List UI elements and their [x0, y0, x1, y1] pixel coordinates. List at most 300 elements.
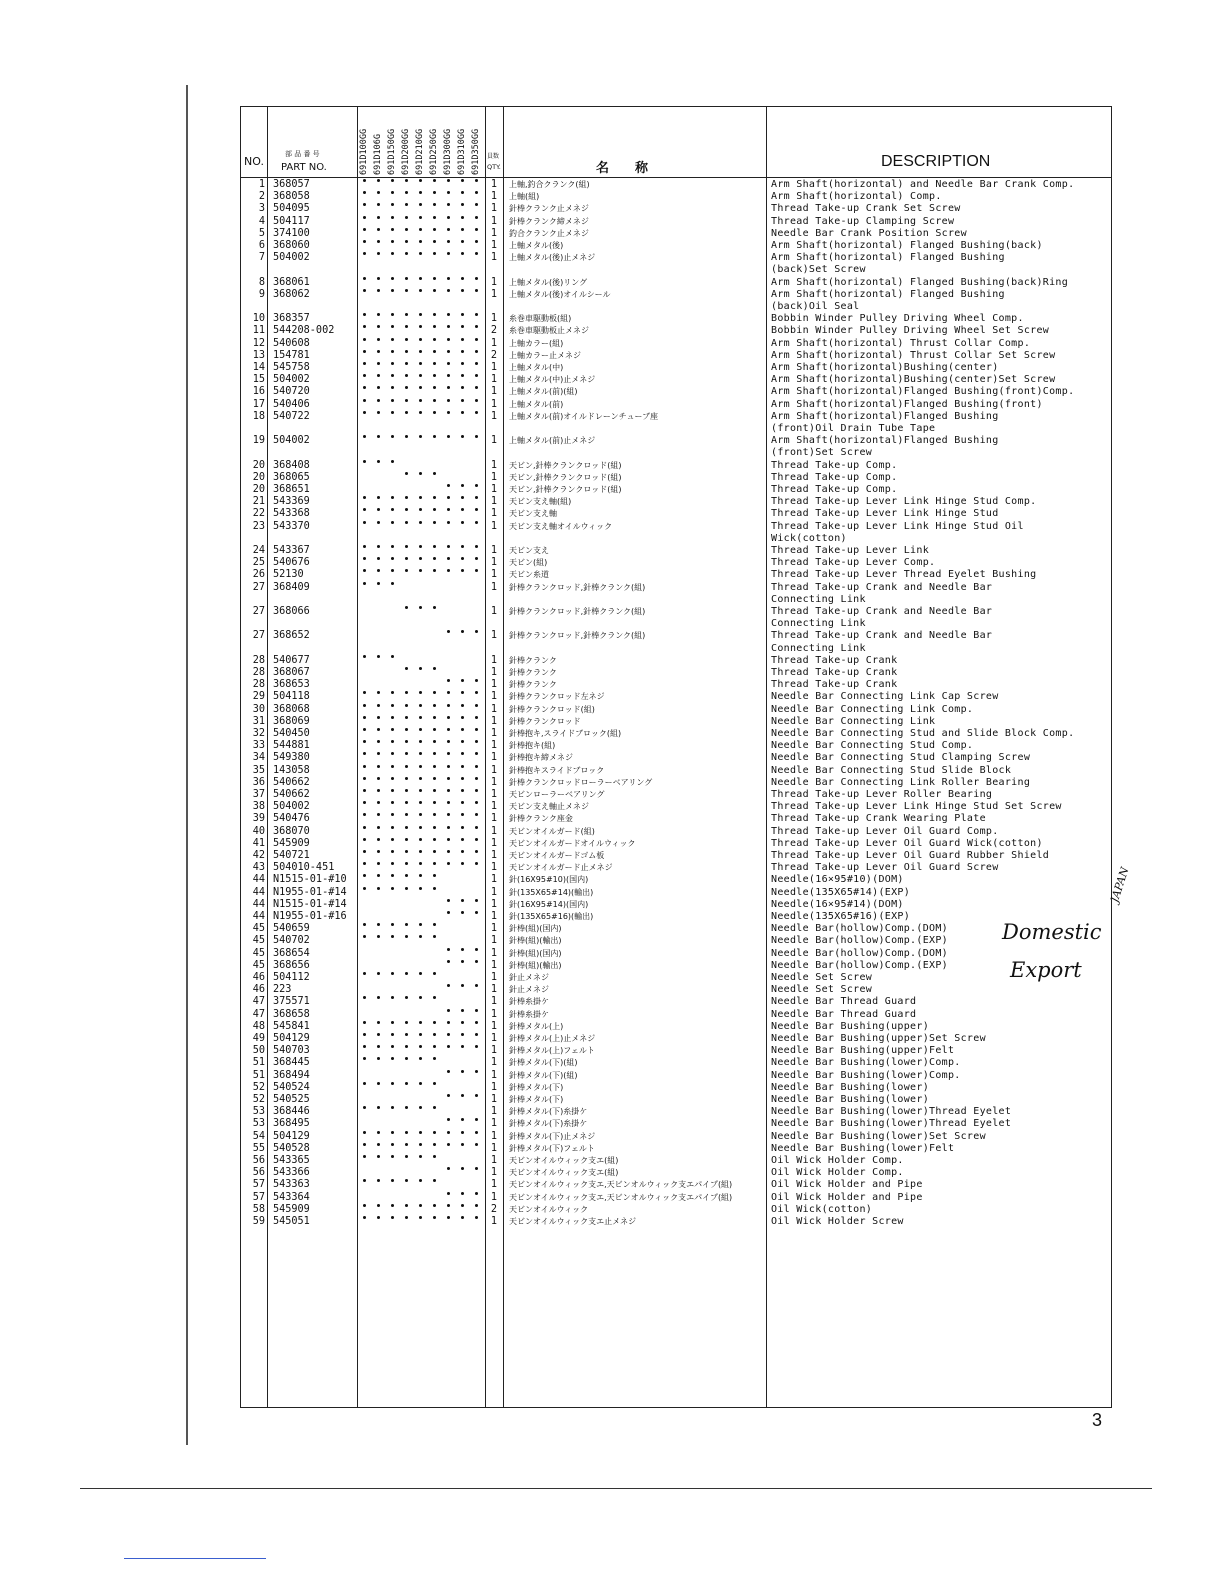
row-no: 9: [258, 288, 265, 300]
description: Thread Take-up Crank and Needle Bar: [771, 581, 993, 593]
table-row: [241, 1082, 1111, 1094]
description: Needle Bar Bushing(upper): [771, 1020, 930, 1032]
model-applicable-dot: [363, 789, 366, 792]
table-row: [241, 203, 1111, 215]
model-applicable-dot: [363, 1082, 366, 1085]
model-applicable-dot: [419, 704, 422, 707]
model-applicable-dot: [377, 1155, 380, 1158]
model-header: 691D310GG: [457, 128, 467, 175]
quantity: 1: [490, 362, 498, 373]
model-applicable-dot: [433, 252, 436, 255]
part-number: 368057: [273, 179, 310, 190]
part-number: 543370: [273, 520, 310, 532]
row-no: 42: [252, 850, 265, 861]
header-part-jp: 部 品 番 号: [285, 150, 320, 158]
quantity: 1: [490, 215, 498, 227]
model-applicable-dot: [377, 1021, 380, 1024]
row-no: 28: [252, 654, 265, 666]
table-row-continuation: [241, 264, 1111, 276]
row-no: 5: [258, 227, 265, 239]
model-applicable-dot: [433, 325, 436, 328]
model-applicable-dot: [461, 1070, 464, 1073]
model-applicable-dot: [377, 716, 380, 719]
table-row: [241, 813, 1111, 825]
row-no: 47: [252, 1008, 265, 1020]
quantity: 1: [490, 398, 498, 410]
model-applicable-dot: [419, 277, 422, 280]
model-applicable-dot: [475, 289, 478, 292]
row-no: 14: [252, 362, 265, 373]
model-applicable-dot: [363, 1204, 366, 1207]
model-applicable-dot: [461, 374, 464, 377]
part-number: 504002: [273, 435, 310, 447]
model-applicable-dot: [405, 1143, 408, 1146]
model-applicable-dot: [447, 179, 450, 182]
model-applicable-dot: [419, 386, 422, 389]
name-jp: 天ビンオイルウィック支エ止メネジ: [509, 1217, 637, 1226]
model-applicable-dot: [475, 521, 478, 524]
model-applicable-dot: [405, 203, 408, 206]
model-applicable-dot: [363, 850, 366, 853]
model-applicable-dot: [363, 252, 366, 255]
part-number: 368068: [273, 703, 310, 715]
model-applicable-dot: [433, 1082, 436, 1085]
table-row: [241, 691, 1111, 703]
row-no: 45: [252, 935, 265, 947]
table-row: [241, 704, 1111, 716]
quantity: 1: [490, 667, 498, 678]
model-applicable-dot: [461, 716, 464, 719]
quantity: 1: [490, 557, 498, 569]
model-applicable-dot: [461, 826, 464, 829]
model-applicable-dot: [461, 850, 464, 853]
model-applicable-dot: [447, 1167, 450, 1170]
model-applicable-dot: [447, 508, 450, 511]
model-applicable-dot: [377, 277, 380, 280]
model-applicable-dot: [377, 740, 380, 743]
model-applicable-dot: [475, 1094, 478, 1097]
row-no: 35: [252, 764, 265, 776]
model-applicable-dot: [433, 362, 436, 365]
model-applicable-dot: [377, 545, 380, 548]
model-applicable-dot: [363, 386, 366, 389]
model-applicable-dot: [405, 826, 408, 829]
model-applicable-dot: [405, 216, 408, 219]
model-applicable-dot: [363, 191, 366, 194]
row-no: 6: [258, 240, 265, 251]
model-applicable-dot: [447, 216, 450, 219]
model-applicable-dot: [419, 325, 422, 328]
model-applicable-dot: [433, 191, 436, 194]
model-applicable-dot: [405, 704, 408, 707]
model-applicable-dot: [405, 313, 408, 316]
part-number: 504002: [273, 801, 310, 813]
part-number: 540525: [273, 1094, 310, 1105]
model-applicable-dot: [419, 252, 422, 255]
row-no: 27: [252, 606, 265, 617]
quantity: 1: [490, 654, 498, 666]
row-no: 57: [252, 1191, 265, 1203]
model-applicable-dot: [377, 191, 380, 194]
scan-bottom-edge: [80, 1488, 1152, 1489]
model-applicable-dot: [419, 411, 422, 414]
part-number: 504002: [273, 374, 310, 386]
model-applicable-dot: [419, 1057, 422, 1060]
row-no: 41: [252, 837, 265, 849]
header-no: NO.: [244, 155, 264, 168]
name-jp: 天ビン支え軸(組): [509, 497, 572, 507]
model-applicable-dot: [405, 667, 408, 670]
model-applicable-dot: [405, 740, 408, 743]
model-applicable-dot: [363, 325, 366, 328]
table-row: [241, 1204, 1111, 1216]
model-applicable-dot: [475, 1192, 478, 1195]
name-jp: 天ビンオイルガード止メネジ: [509, 863, 613, 873]
part-number: 545909: [273, 837, 310, 849]
model-applicable-dot: [419, 1106, 422, 1109]
part-number: 540450: [273, 728, 310, 739]
model-applicable-dot: [391, 777, 394, 780]
description: Thread Take-up Lever Link: [771, 545, 930, 556]
model-applicable-dot: [391, 411, 394, 414]
quantity: 1: [490, 959, 498, 971]
quantity: 1: [490, 227, 498, 239]
model-applicable-dot: [461, 496, 464, 499]
table-row: [241, 777, 1111, 789]
model-applicable-dot: [391, 728, 394, 731]
row-no: 33: [252, 740, 265, 752]
model-applicable-dot: [391, 691, 394, 694]
table-row: [241, 252, 1111, 264]
model-applicable-dot: [461, 862, 464, 865]
row-no: 56: [252, 1155, 265, 1166]
description: Thread Take-up Lever Link Hinge Stud Set Screw: [771, 801, 1062, 813]
description: Needle(16×95#10)(DOM): [771, 874, 904, 886]
part-number: 368070: [273, 825, 310, 837]
model-applicable-dot: [447, 521, 450, 524]
model-applicable-dot: [363, 887, 366, 890]
description: Arm Shaft(horizontal) Flanged Bushing: [771, 288, 1005, 300]
quantity: 1: [490, 947, 498, 959]
table-row-continuation: [241, 533, 1111, 545]
model-applicable-dot: [475, 862, 478, 865]
model-applicable-dot: [391, 1021, 394, 1024]
name-jp: 針棒メタル(下)(組): [509, 1058, 578, 1068]
quantity: 1: [490, 886, 498, 898]
model-applicable-dot: [391, 887, 394, 890]
quantity: 1: [490, 825, 498, 837]
model-applicable-dot: [447, 630, 450, 633]
table-row: [241, 1216, 1111, 1228]
model-applicable-dot: [405, 1155, 408, 1158]
quantity: 1: [490, 813, 498, 825]
row-no: 20: [252, 471, 265, 483]
model-applicable-dot: [461, 1216, 464, 1219]
row-no: 37: [252, 789, 265, 800]
part-number: 368067: [273, 667, 310, 678]
model-applicable-dot: [363, 1179, 366, 1182]
description: Needle Bar Connecting Link: [771, 715, 936, 727]
quantity: 1: [490, 850, 498, 861]
model-applicable-dot: [461, 277, 464, 280]
description: Thread Take-up Crank Wearing Plate: [771, 813, 986, 825]
model-applicable-dot: [363, 838, 366, 841]
model-applicable-dot: [433, 874, 436, 877]
row-no: 45: [252, 947, 265, 959]
model-applicable-dot: [433, 789, 436, 792]
description: Needle Bar Bushing(lower): [771, 1094, 930, 1105]
model-applicable-dot: [461, 386, 464, 389]
model-applicable-dot: [433, 850, 436, 853]
model-applicable-dot: [363, 740, 366, 743]
table-row: [241, 1143, 1111, 1155]
quantity: 1: [490, 935, 498, 947]
page-number: 3: [1092, 1410, 1103, 1430]
model-applicable-dot: [363, 752, 366, 755]
quantity: 1: [490, 1094, 498, 1105]
model-applicable-dot: [391, 972, 394, 975]
name-jp: 針棒メタル(下)糸掛ケ: [509, 1119, 588, 1129]
model-applicable-dot: [363, 216, 366, 219]
part-number: 368409: [273, 581, 310, 593]
model-applicable-dot: [419, 1082, 422, 1085]
model-applicable-dot: [433, 1045, 436, 1048]
part-number: 545841: [273, 1020, 310, 1032]
model-applicable-dot: [419, 691, 422, 694]
table-row: [241, 240, 1111, 252]
quantity: 1: [490, 1045, 498, 1057]
name-jp: 針棒クランク: [509, 680, 557, 690]
model-applicable-dot: [461, 691, 464, 694]
model-applicable-dot: [377, 252, 380, 255]
quantity: 1: [490, 569, 498, 581]
name-jp: 針棒メタル(下)(組): [509, 1070, 578, 1080]
model-applicable-dot: [391, 1216, 394, 1219]
model-applicable-dot: [405, 1204, 408, 1207]
model-applicable-dot: [447, 1070, 450, 1073]
quantity: 1: [490, 996, 498, 1008]
model-applicable-dot: [405, 813, 408, 816]
model-applicable-dot: [419, 313, 422, 316]
description: Thread Take-up Lever Link Hinge Stud Oil: [771, 520, 1024, 532]
model-applicable-dot: [447, 1009, 450, 1012]
model-applicable-dot: [419, 923, 422, 926]
name-jp: 上軸カラー(組): [509, 338, 564, 348]
model-applicable-dot: [475, 1143, 478, 1146]
model-applicable-dot: [377, 850, 380, 853]
model-applicable-dot: [377, 1143, 380, 1146]
model-applicable-dot: [363, 691, 366, 694]
row-no: 49: [252, 1033, 265, 1044]
model-applicable-dot: [433, 521, 436, 524]
model-applicable-dot: [377, 289, 380, 292]
description: Arm Shaft(horizontal) Flanged Bushing(back)Ring: [771, 276, 1069, 288]
table-row: [241, 1021, 1111, 1033]
model-applicable-dot: [363, 655, 366, 658]
description: Arm Shaft(horizontal) Thrust Collar Set Screw: [771, 349, 1056, 361]
model-applicable-dot: [475, 850, 478, 853]
quantity: 1: [490, 1118, 498, 1130]
model-applicable-dot: [461, 1045, 464, 1048]
model-applicable-dot: [461, 777, 464, 780]
model-applicable-dot: [419, 935, 422, 938]
model-applicable-dot: [377, 1033, 380, 1036]
model-applicable-dot: [475, 765, 478, 768]
row-no: 44: [252, 874, 265, 886]
model-applicable-dot: [433, 1057, 436, 1060]
model-applicable-dot: [363, 338, 366, 341]
table-row-continuation: [241, 618, 1111, 630]
model-applicable-dot: [419, 765, 422, 768]
model-applicable-dot: [433, 1155, 436, 1158]
model-applicable-dot: [391, 813, 394, 816]
row-no: 24: [252, 545, 265, 556]
model-applicable-dot: [405, 179, 408, 182]
model-applicable-dot: [433, 1204, 436, 1207]
model-applicable-dot: [419, 1021, 422, 1024]
description: Needle Bar Connecting Link Roller Bearing: [771, 776, 1031, 788]
description: Oil Wick Holder and Pipe: [771, 1191, 923, 1203]
model-applicable-dot: [447, 313, 450, 316]
part-number: 368658: [273, 1008, 310, 1020]
model-applicable-dot: [447, 838, 450, 841]
row-no: 21: [252, 496, 265, 508]
table-row: [241, 826, 1111, 838]
name-jp: 天ビン,針棒クランクロッド(組): [509, 472, 622, 482]
description: Arm Shaft(horizontal) Thrust Collar Comp.: [771, 337, 1031, 349]
quantity: 1: [490, 203, 498, 215]
model-applicable-dot: [461, 228, 464, 231]
name-jp: 針棒メタル(下): [509, 1095, 564, 1104]
description: Needle Bar Connecting Link Cap Screw: [771, 691, 999, 703]
model-applicable-dot: [377, 325, 380, 328]
model-applicable-dot: [475, 411, 478, 414]
row-no: 19: [252, 435, 265, 447]
model-applicable-dot: [363, 801, 366, 804]
model-applicable-dot: [391, 350, 394, 353]
model-applicable-dot: [391, 1106, 394, 1109]
table-row: [241, 630, 1111, 642]
model-applicable-dot: [461, 350, 464, 353]
model-applicable-dot: [447, 899, 450, 902]
quantity: 1: [490, 386, 498, 398]
model-applicable-dot: [377, 386, 380, 389]
model-applicable-dot: [405, 1057, 408, 1060]
name-jp: 針棒クランクロッド: [509, 716, 581, 726]
model-applicable-dot: [475, 1033, 478, 1036]
model-applicable-dot: [433, 1179, 436, 1182]
row-no: 54: [252, 1130, 265, 1142]
part-number: 540662: [273, 789, 310, 800]
model-applicable-dot: [461, 752, 464, 755]
model-applicable-dot: [461, 191, 464, 194]
model-applicable-dot: [391, 752, 394, 755]
name-jp: 天ビン,針棒クランクロッド(組): [509, 485, 622, 494]
part-number: 504129: [273, 1033, 310, 1044]
model-applicable-dot: [377, 228, 380, 231]
model-applicable-dot: [391, 325, 394, 328]
model-applicable-dot: [475, 374, 478, 377]
row-no: 44: [252, 886, 265, 898]
name-jp: 針棒クランク座金: [509, 814, 573, 824]
model-applicable-dot: [363, 557, 366, 560]
description: Arm Shaft(horizontal) Comp.: [771, 191, 942, 203]
model-applicable-dot: [391, 228, 394, 231]
description: Thread Take-up Clamping Screw: [771, 215, 955, 227]
model-applicable-dot: [391, 1082, 394, 1085]
table-row: [241, 874, 1111, 886]
model-applicable-dot: [475, 789, 478, 792]
model-applicable-dot: [461, 313, 464, 316]
model-applicable-dot: [377, 203, 380, 206]
name-jp: 針止メネジ: [509, 973, 549, 982]
model-applicable-dot: [363, 728, 366, 731]
model-applicable-dot: [419, 191, 422, 194]
name-jp: 上軸メタル(前)オイルドレーンチューブ座: [509, 411, 659, 421]
model-applicable-dot: [447, 557, 450, 560]
model-applicable-dot: [433, 813, 436, 816]
model-applicable-dot: [363, 277, 366, 280]
model-applicable-dot: [419, 850, 422, 853]
quantity: 1: [490, 1216, 498, 1227]
quantity: 1: [490, 837, 498, 849]
model-applicable-dot: [363, 289, 366, 292]
description: Needle Bar Bushing(lower): [771, 1081, 930, 1093]
model-applicable-dot: [363, 374, 366, 377]
model-applicable-dot: [405, 350, 408, 353]
quantity: 1: [490, 581, 498, 593]
description: Needle Bar Bushing(lower)Felt: [771, 1142, 955, 1154]
model-applicable-dot: [419, 789, 422, 792]
model-applicable-dot: [363, 545, 366, 548]
table-row: [241, 460, 1111, 472]
part-number: 504129: [273, 1130, 310, 1142]
model-header: 691D200GG: [401, 128, 411, 175]
model-applicable-dot: [461, 1094, 464, 1097]
model-applicable-dot: [391, 203, 394, 206]
name-jp: 針棒クランクロッド,針棒クランク(組): [509, 582, 646, 592]
model-applicable-dot: [461, 1131, 464, 1134]
description: Needle Bar Bushing(lower)Comp.: [771, 1069, 961, 1081]
table-row: [241, 325, 1111, 337]
quantity: 1: [490, 679, 498, 691]
model-applicable-dot: [391, 1155, 394, 1158]
table-row: [241, 667, 1111, 679]
description: Thread Take-up Comp.: [771, 459, 898, 471]
quantity: 1: [490, 1130, 498, 1142]
model-applicable-dot: [419, 496, 422, 499]
model-applicable-dot: [475, 399, 478, 402]
quantity: 1: [490, 898, 498, 910]
model-applicable-dot: [447, 862, 450, 865]
model-applicable-dot: [461, 508, 464, 511]
model-applicable-dot: [433, 350, 436, 353]
model-applicable-dot: [419, 179, 422, 182]
model-applicable-dot: [377, 789, 380, 792]
model-header: 691D250GG: [429, 128, 439, 175]
row-no: 52: [252, 1094, 265, 1105]
table-row: [241, 496, 1111, 508]
part-number: 154781: [273, 349, 310, 361]
model-applicable-dot: [363, 716, 366, 719]
name-jp: 天ビンオイルガードオイルウィック: [509, 838, 636, 848]
part-number: 368652: [273, 630, 310, 642]
model-applicable-dot: [433, 704, 436, 707]
description: Oil Wick(cotton): [771, 1203, 873, 1215]
name-jp: 針棒クランク締メネジ: [509, 216, 589, 226]
model-applicable-dot: [391, 277, 394, 280]
name-jp: 天ビンオイルウィック支エ,天ビンオルウィック支エパイプ(組): [509, 1180, 733, 1190]
